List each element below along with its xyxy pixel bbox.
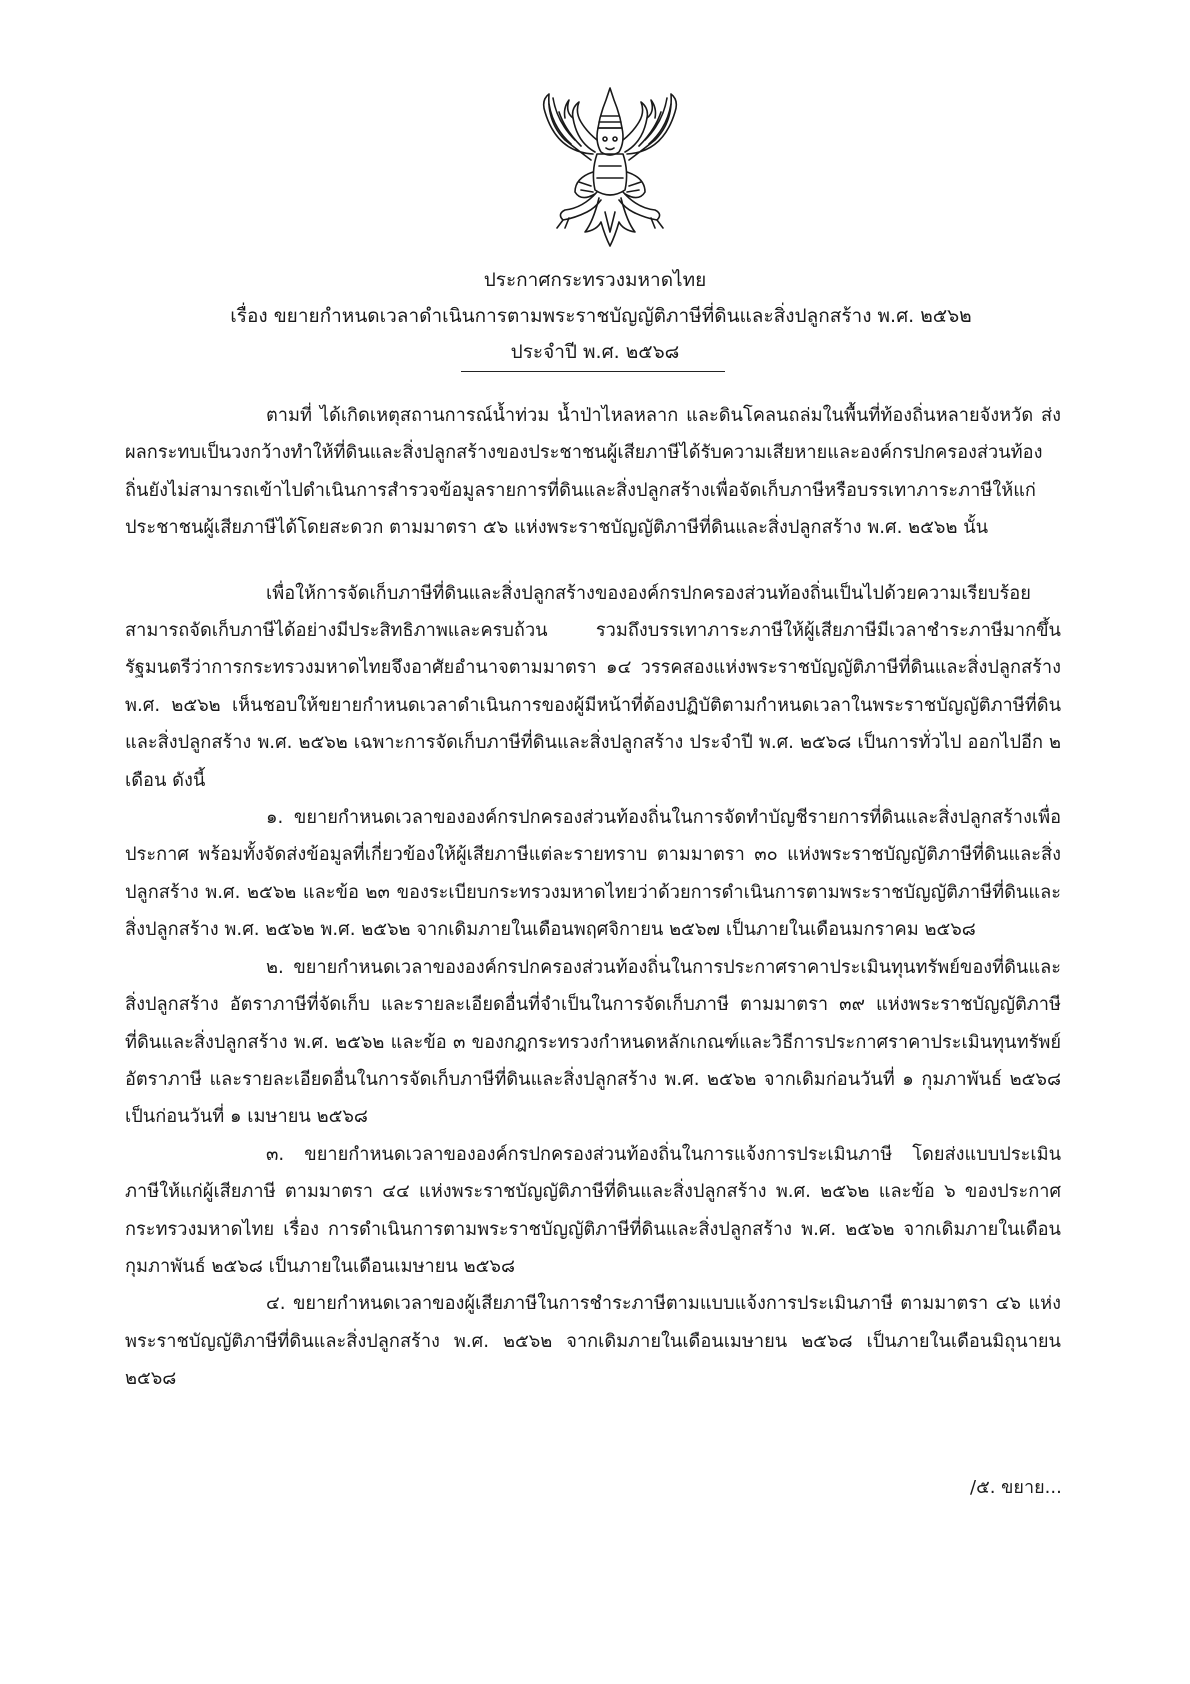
- header-divider: [461, 371, 725, 372]
- document-subject: เรื่อง ขยายกำหนดเวลาดำเนินการตามพระราชบัญญัติภาษีที่ดินและสิ่งปลูกสร้าง พ.ศ. ๒๕๖๒: [230, 305, 972, 327]
- list-item-4: ๔. ขยายกำหนดเวลาของผู้เสียภาษีในการชำระภาษีตามแบบแจ้งการประเมินภาษี ตามมาตรา ๔๖ แห่งพระราชบัญญัติภาษีที่ดินและสิ่งปลูกสร้าง พ.ศ. ๒๕๖๒ จากเดิมภายในเดือนเมษายน ๒๕๖๘ เป็นภายในเดือนมิถุนายน ๒๕๖๘: [125, 1293, 1061, 1390]
- document-year: ประจำปี พ.ศ. ๒๕๖๘: [510, 341, 680, 363]
- list-item-3: ๓. ขยายกำหนดเวลาขององค์กรปกครองส่วนท้องถิ่นในการแจ้งการประเมินภาษี โดยส่งแบบประเมินภาษีให้แก่ผู้เสียภาษี ตามมาตรา ๔๔ แห่งพระราชบัญญัติภาษีที่ดินและสิ่งปลูกสร้าง พ.ศ. ๒๕๖๒ และข้อ ๖ ของประกาศกระทรวงมหาดไทย เรื่อง การดำเนินการตามพระราชบัญญัติภาษีที่ดินและสิ่งปลูกสร้าง พ.ศ. ๒๕๖๒ จากเดิมภายในเดือนกุมภาพันธ์ ๒๕๖๘ เป็นภายในเดือนเมษายน ๒๕๖๘: [125, 1143, 1061, 1277]
- list-item-1: ๑. ขยายกำหนดเวลาขององค์กรปกครองส่วนท้องถิ่นในการจัดทำบัญชีรายการที่ดินและสิ่งปลูกสร้างเพื่อประกาศ พร้อมทั้งจัดส่งข้อมูลที่เกี่ยวข้องให้ผู้เสียภาษีแต่ละรายทราบ ตามมาตรา ๓๐ แห่งพระราชบัญญัติภาษีที่ดินและสิ่งปลูกสร้าง พ.ศ. ๒๕๖๒ และข้อ ๒๓ ของระเบียบกระทรวงมหาดไทยว่าด้วยการดำเนินการตามพระราชบัญญัติภาษีที่ดินและสิ่งปลูกสร้าง พ.ศ. ๒๕๖๒ พ.ศ. ๒๕๖๒ จากเดิมภายในเดือนพฤศจิกายน ๒๕๖๗ เป็นภายในเดือนมกราคม ๒๕๖๘: [125, 807, 1061, 941]
- document-body: [125, 397, 1061, 1398]
- document-header: [0, 262, 1190, 370]
- document-title: ประกาศกระทรวงมหาดไทย: [483, 269, 707, 291]
- paragraph-resolution: เพื่อให้การจัดเก็บภาษีที่ดินและสิ่งปลูกสร้างขององค์กรปกครองส่วนท้องถิ่นเป็นไปด้วยความเรียบร้อย สามารถจัดเก็บภาษีได้อย่างมีประสิทธิภาพและครบถ้วน รวมถึงบรรเทาภาระภาษีให้ผู้เสียภาษีมีเวลาชำระภาษีมากขึ้น รัฐมนตรีว่าการกระทรวงมหาดไทยจึงอาศัยอำนาจตามมาตรา ๑๔ วรรคสองแห่งพระราชบัญญัติภาษีที่ดินและสิ่งปลูกสร้าง พ.ศ. ๒๕๖๒ เห็นชอบให้ขยายกำหนดเวลาดำเนินการของผู้มีหน้าที่ต้องปฏิบัติตามกำหนดเวลาในพระราชบัญญัติภาษีที่ดินและสิ่งปลูกสร้าง พ.ศ. ๒๕๖๒ เฉพาะการจัดเก็บภาษีที่ดินและสิ่งปลูกสร้าง ประจำปี พ.ศ. ๒๕๖๘ เป็นการทั่วไป ออกไปอีก ๒ เดือน ดังนี้: [125, 582, 1061, 791]
- list-item-2: ๒. ขยายกำหนดเวลาขององค์กรปกครองส่วนท้องถิ่นในการประกาศราคาประเมินทุนทรัพย์ของที่ดินและสิ่งปลูกสร้าง อัตราภาษีที่จัดเก็บ และรายละเอียดอื่นที่จำเป็นในการจัดเก็บภาษี ตามมาตรา ๓๙ แห่งพระราชบัญญัติภาษีที่ดินและสิ่งปลูกสร้าง พ.ศ. ๒๕๖๒ และข้อ ๓ ของกฎกระทรวงกำหนดหลักเกณฑ์และวิธีการประกาศราคาประเมินทุนทรัพย์ อัตราภาษี และรายละเอียดอื่นในการจัดเก็บภาษีที่ดินและสิ่งปลูกสร้าง พ.ศ. ๒๕๖๒ จากเดิมก่อนวันที่ ๑ กุมภาพันธ์ ๒๕๖๘ เป็นก่อนวันที่ ๑ เมษายน ๒๕๖๘: [125, 956, 1061, 1128]
- page-continuation-marker: /๕. ขยาย...: [970, 1477, 1062, 1498]
- paragraph-background: ตามที่ ได้เกิดเหตุสถานการณ์น้ำท่วม น้ำป่าไหลหลาก และดินโคลนถล่มในพื้นที่ท้องถิ่นหลายจังหวัด ส่งผลกระทบเป็นวงกว้างทำให้ที่ดินและสิ่งปลูกสร้างของประชาชนผู้เสียภาษีได้รับความเสียหายและองค์กรปกครองส่วนท้องถิ่นยังไม่สามารถเข้าไปดำเนินการสำรวจข้อมูลรายการที่ดินและสิ่งปลูกสร้างเพื่อจัดเก็บภาษีหรือบรรเทาภาระภาษีให้แก่ประชาชนผู้เสียภาษีได้โดยสะดวก ตามมาตรา ๕๖ แห่งพระราชบัญญัติภาษีที่ดินและสิ่งปลูกสร้าง พ.ศ. ๒๕๖๒ นั้น: [125, 405, 1061, 539]
- garuda-emblem-icon: [535, 82, 685, 250]
